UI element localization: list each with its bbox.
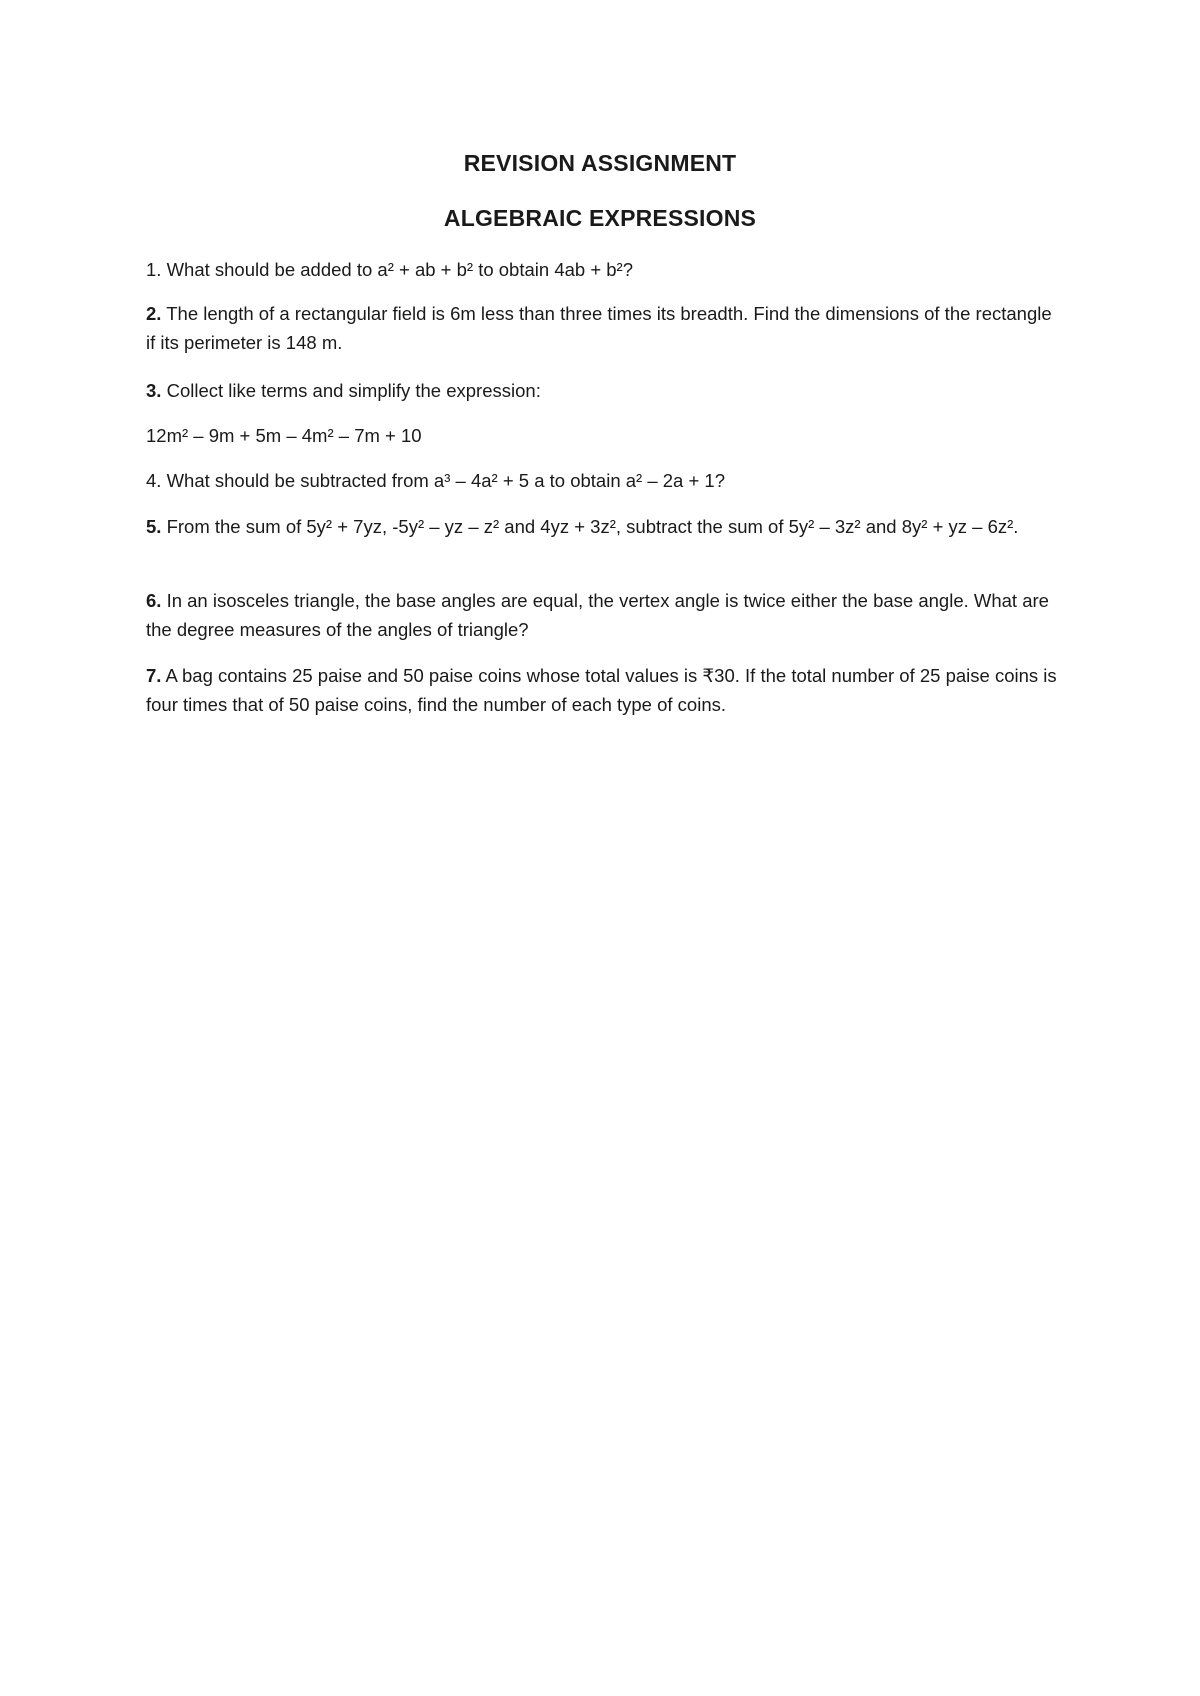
question-text: Collect like terms and simplify the expression: [161, 380, 541, 401]
question-number: 6. [146, 590, 162, 611]
page-subtitle: ALGEBRAIC EXPRESSIONS [443, 205, 757, 231]
page-title: REVISION ASSIGNMENT [463, 150, 737, 176]
question-number: 5. [146, 516, 162, 537]
question-2 [146, 299, 1066, 357]
question-5 [146, 512, 1066, 541]
question-text: What should be added to a² + ab + b² to obtain 4ab + b²? [161, 259, 634, 280]
expression-text: 12m² – 9m + 5m – 4m² – 7m + 10 [146, 425, 422, 446]
question-7 [146, 661, 1066, 719]
question-text: The length of a rectangular field is 6m less than three times its breadth. Find the dimensions of the rectangle if its perimeter is 148 m. [146, 303, 1052, 353]
question-number: 2. [146, 303, 162, 324]
question-3-expression [146, 421, 1066, 450]
question-4 [146, 466, 1066, 495]
question-text: In an isosceles triangle, the base angles are equal, the vertex angle is twice either the base angle. What are the degree measures of the angles of triangle? [146, 590, 1049, 640]
question-1 [146, 255, 1066, 284]
question-text: A bag contains 25 paise and 50 paise coins whose total values is ₹30. If the total number of 25 paise coins is four times that of 50 paise coins, find the number of each type of coins. [146, 665, 1057, 715]
question-number: 1. [146, 259, 162, 280]
question-text: What should be subtracted from a³ – 4a² + 5 a to obtain a² – 2a + 1? [161, 470, 726, 491]
question-number: 4. [146, 470, 162, 491]
question-6 [146, 586, 1066, 644]
question-3 [146, 376, 1066, 405]
question-number: 7. [146, 665, 162, 686]
question-number: 3. [146, 380, 162, 401]
question-text: From the sum of 5y² + 7yz, -5y² – yz – z² and 4yz + 3z², subtract the sum of 5y² – 3z² and 8y² + yz – 6z². [161, 516, 1019, 537]
